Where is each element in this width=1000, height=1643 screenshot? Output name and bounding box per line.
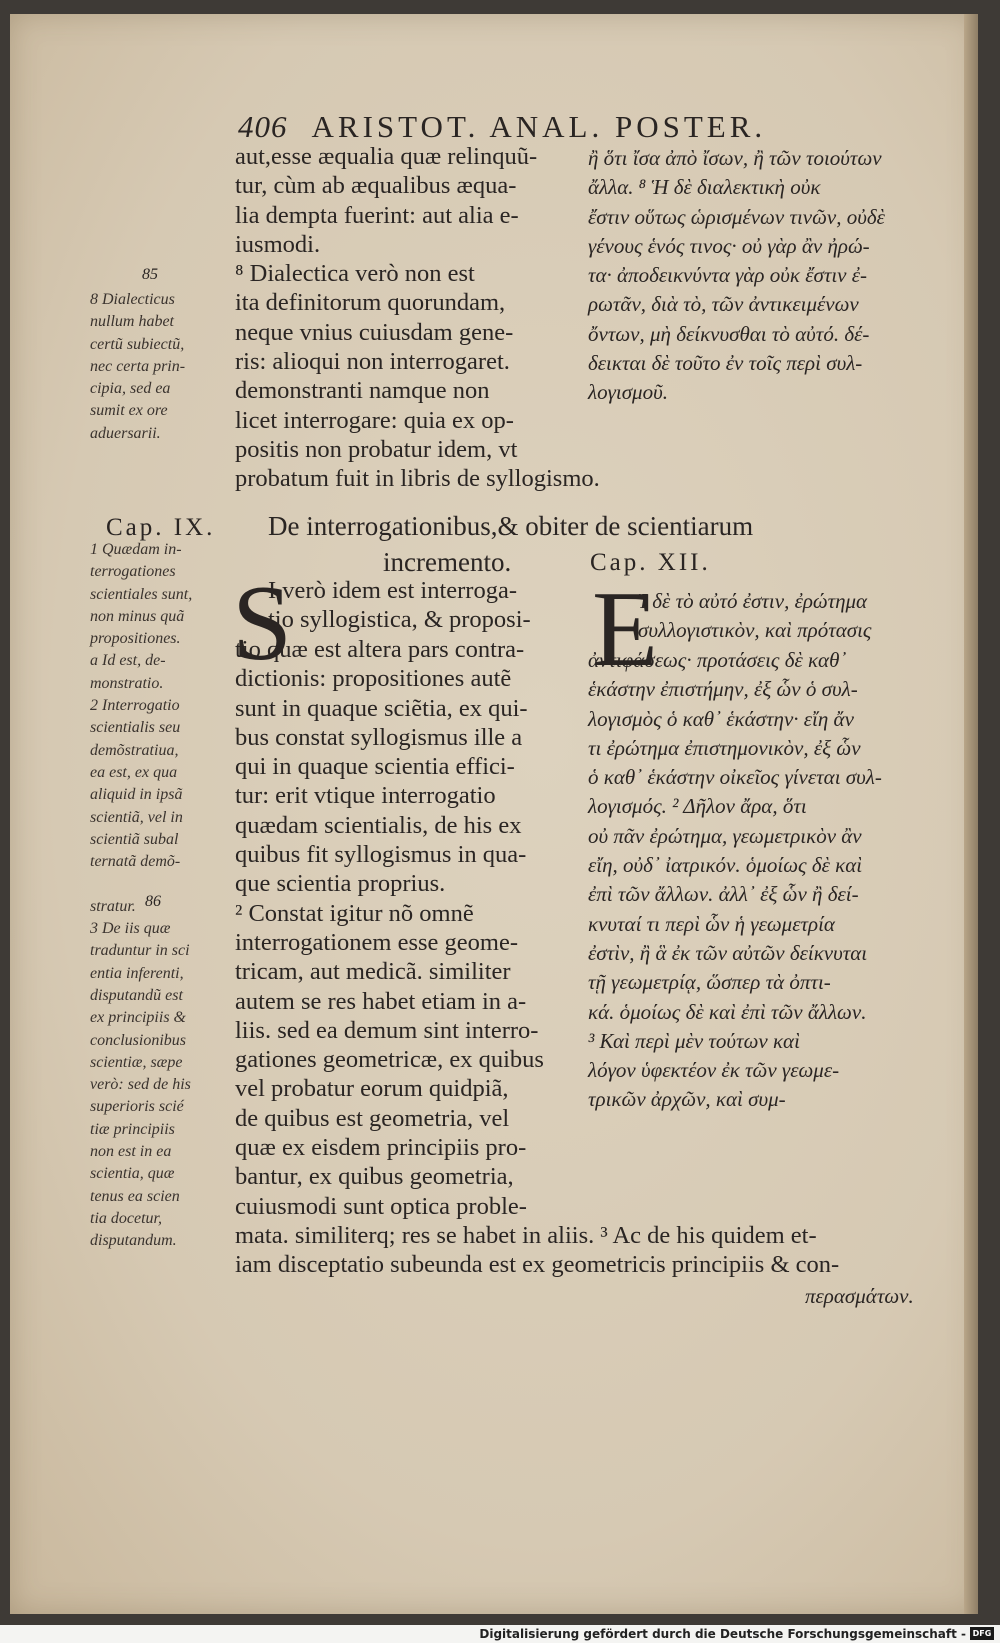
greek-line: Ἰ δὲ τὸ αὐτό ἐστιν, ἐρώτημα <box>638 589 868 613</box>
latin-line: bus constat syllogismus ille a <box>235 723 523 751</box>
greek-line: τι ἐρώτημα ἐπιστημονικὸν, ἐξ ὧν <box>588 735 861 760</box>
margin-line: tenus ea scien <box>90 1187 180 1205</box>
latin-line: iam disceptatio subeunda est ex geometricis principiis & con- <box>235 1251 840 1279</box>
book-page <box>10 14 978 1614</box>
latin-full-line: probatum fuit in libris de syllogismo. <box>235 465 600 492</box>
latin-line: cuiusmodi sunt optica proble- <box>235 1192 527 1220</box>
chapter-latin-cap: Cap. IX. <box>106 514 216 541</box>
chapter-title-line2: incremento. <box>383 547 512 577</box>
margin-line: stratur. <box>90 897 136 915</box>
latin-line: que scientia proprius. <box>235 870 446 898</box>
greek-line: δεικται δὲ τοῦτο ἐν τοῖς περὶ συλ- <box>588 351 863 376</box>
chapter-title-line1: De interrogationibus,& obiter de scientiarum <box>268 511 754 541</box>
margin-line: terrogationes <box>90 563 176 581</box>
margin-number-86: 86 <box>145 893 161 910</box>
margin-line: 3 De iis quæ <box>90 920 171 938</box>
margin-line: aduersarii. <box>90 424 161 442</box>
latin-line: aut,esse æqualia quæ relinquũ- <box>235 143 538 170</box>
margin-line: certũ subiectũ, <box>90 335 185 353</box>
margin-line: cipia, sed ea <box>90 380 171 398</box>
margin-line: ex principiis & <box>90 1009 186 1027</box>
margin-line: non est in ea <box>90 1143 172 1161</box>
margin-line: scientialis seu <box>90 719 181 737</box>
margin-line: non minus quã <box>90 607 185 625</box>
greek-line: ἔστιν οὕτως ὡρισμένων τινῶν, οὐδὲ <box>588 204 885 229</box>
margin-line: scientia, quæ <box>90 1165 175 1183</box>
greek-line: τῇ γεωμετρίᾳ, ὥσπερ τὰ ὀπτι- <box>588 970 831 995</box>
greek-tail-word: περασμάτων. <box>805 1284 914 1308</box>
latin-line: gationes geometricæ, ex quibus <box>235 1046 544 1074</box>
latin-line: quibus fit syllogismus in qua- <box>235 841 527 869</box>
margin-line: aliquid in ipsã <box>90 786 183 804</box>
margin-note-upper <box>90 289 185 445</box>
greek-line: ἐστὶν, ἢ ἃ ἐκ τῶν αὐτῶν δείκνυται <box>588 940 868 965</box>
margin-line: traduntur in sci <box>90 942 190 960</box>
greek-line: λογισμός. ² Δῆλον ἄρα, ὅτι <box>588 794 807 819</box>
digitization-credit: Digitalisierung gefördert durch die Deutsche Forschungsgemeinschaft - <box>479 1627 966 1641</box>
latin-line: I verò idem est interroga- <box>268 577 517 604</box>
margin-line: sumit ex ore <box>90 402 168 420</box>
latin-line: tur: erit vtique interrogatio <box>235 782 496 810</box>
latin-dropcap: S <box>232 564 293 683</box>
greek-line: ἑκάστην ἐπιστήμην, ἐξ ὧν ὁ συλ- <box>588 677 858 702</box>
margin-line <box>90 873 192 895</box>
latin-line: qui in quaque scientia effici- <box>235 753 515 781</box>
margin-line: propositiones. <box>90 630 181 648</box>
latin-line: sunt in quaque sciẽtia, ex qui- <box>235 694 528 722</box>
margin-note-lower <box>90 539 192 1253</box>
latin-line: licet interrogare: quia ex op- <box>235 406 514 434</box>
chapter-greek-cap: Cap. XII. <box>590 549 711 576</box>
greek-line: οὐ πᾶν ἐρώτημα, γεωμετρικὸν ἂν <box>588 823 862 848</box>
latin-dropcap-lines <box>268 576 531 635</box>
latin-line: demonstranti namque non <box>235 377 490 405</box>
margin-line: tiæ principiis <box>90 1120 175 1138</box>
greek-line: εἴη, οὐδ᾽ ἰατρικόν. ὁμοίως δὲ καὶ <box>588 853 863 878</box>
latin-column-upper <box>235 142 537 464</box>
latin-line: interrogationem esse geome- <box>235 928 519 956</box>
page-number: 406 <box>238 109 288 144</box>
greek-line: κνυταί τι περὶ ὧν ἡ γεωμετρία <box>588 911 835 936</box>
latin-line: quædam scientialis, de his ex <box>235 811 522 839</box>
latin-line: ⁸ Dialectica verò non est <box>235 260 475 288</box>
margin-line: scientiales sunt, <box>90 585 193 603</box>
greek-line: κά. ὁμοίως δὲ καὶ ἐπὶ τῶν ἄλλων. <box>588 999 867 1024</box>
margin-line: disputandũ est <box>90 986 183 1004</box>
greek-line: συλλογιστικὸν, καὶ πρότασις <box>638 618 872 643</box>
margin-line: 1 Quædam in- <box>90 541 182 558</box>
latin-line: de quibus est geometria, vel <box>235 1104 510 1132</box>
latin-line: liis. sed ea demum sint interro- <box>235 1016 539 1044</box>
latin-line: quæ ex eisdem principiis pro- <box>235 1134 527 1162</box>
latin-line: tur, cùm ab æqualibus æqua- <box>235 172 517 200</box>
latin-column-lower <box>235 635 544 1221</box>
latin-line: vel probatur eorum quidpiã, <box>235 1075 509 1103</box>
greek-line: ἐπὶ τῶν ἄλλων. ἀλλ᾽ ἐξ ὧν ἢ δεί- <box>588 882 859 907</box>
latin-line: ris: alioqui non interrogaret. <box>235 348 510 376</box>
margin-line: scientiæ, sæpe <box>90 1053 183 1071</box>
margin-line: conclusionibus <box>90 1031 186 1049</box>
latin-line: lia dempta fuerint: aut alia e- <box>235 201 519 229</box>
margin-line: 2 Interrogatio <box>90 697 180 715</box>
greek-line: ὄντων, μὴ δείκνυσθαι τὸ αὐτό. δέ- <box>588 321 870 346</box>
latin-line: ita definitorum quorundam, <box>235 289 506 317</box>
greek-column-upper <box>588 144 885 408</box>
dfg-logo: DFG <box>970 1627 994 1640</box>
margin-line: nec certa prin- <box>90 357 186 375</box>
margin-line: demõstratiua, <box>90 741 179 759</box>
page-edge <box>964 14 978 1614</box>
greek-dropcap: E <box>592 570 658 689</box>
latin-final-lines <box>235 1221 839 1280</box>
greek-line: λογισμοῦ. <box>588 380 668 405</box>
greek-line: ³ Καὶ περὶ μὲν τούτων καὶ <box>588 1028 800 1053</box>
greek-line: γένους ἑνός τινος· οὐ γὰρ ἂν ἠρώ- <box>588 233 870 258</box>
margin-line: scientiã subal <box>90 830 179 848</box>
latin-line: tio quæ est altera pars contra- <box>235 636 525 663</box>
greek-line: ρωτᾶν, διὰ τὸ, τῶν ἀντικειμένων <box>588 292 859 317</box>
margin-line: monstratio. <box>90 674 164 692</box>
margin-line: 8 Dialecticus <box>90 291 175 308</box>
greek-line: λογισμὸς ὁ καθ᾽ ἑκάστην· εἴη ἄν <box>588 706 854 731</box>
margin-line: scientiã, vel in <box>90 808 183 826</box>
latin-line: positis non probatur idem, vt <box>235 435 518 463</box>
margin-line: disputandum. <box>90 1232 177 1250</box>
margin-line: entia inferenti, <box>90 964 184 982</box>
greek-column-lower <box>588 646 882 1115</box>
margin-line: verò: sed de his <box>90 1076 191 1094</box>
greek-line: λόγον ὑφεκτέον ἐκ τῶν γεωμε- <box>588 1058 840 1083</box>
greek-line: τρικῶν ἀρχῶν, καὶ συμ- <box>588 1087 786 1112</box>
margin-line: a Id est, de- <box>90 652 166 670</box>
latin-line: mata. similiterq; res se habet in aliis. ³ Ac de his quidem et- <box>235 1222 817 1249</box>
margin-line: superioris scié <box>90 1098 184 1116</box>
margin-line: nullum habet <box>90 313 174 331</box>
margin-line: ea est, ex qua <box>90 763 178 781</box>
latin-line: ² Constat igitur nõ omnẽ <box>235 899 474 927</box>
latin-line: iusmodi. <box>235 230 321 258</box>
latin-line: bantur, ex quibus geometria, <box>235 1163 514 1191</box>
margin-line: ternatã demõ- <box>90 853 181 871</box>
greek-line: ἀντιφάσεως· προτάσεις δὲ καθ᾽ <box>588 648 847 672</box>
greek-line: ἄλλα. ⁸ Ἡ δὲ διαλεκτικὴ οὐκ <box>588 175 821 200</box>
latin-line: tio syllogistica, & proposi- <box>268 606 531 634</box>
margin-line: tia docetur, <box>90 1209 162 1227</box>
running-head <box>238 109 766 145</box>
greek-dropcap-lines <box>638 587 871 646</box>
running-head-title: ARISTOT. ANAL. POSTER. <box>311 109 767 144</box>
latin-line: tricam, aut medicã. similiter <box>235 958 511 986</box>
latin-line: neque vnius cuiusdam gene- <box>235 318 514 346</box>
latin-line: dictionis: propositiones autẽ <box>235 665 512 693</box>
margin-number-85: 85 <box>142 266 158 283</box>
greek-line: τα· ἀποδεικνύντα γὰρ οὐκ ἔστιν ἐ- <box>588 263 868 288</box>
latin-line: autem se res habet etiam in a- <box>235 987 527 1015</box>
greek-line: ὁ καθ᾽ ἑκάστην οἰκεῖος γίνεται συλ- <box>588 765 882 790</box>
greek-line: ἢ ὅτι ἴσα ἀπὸ ἴσων, ἢ τῶν τοιούτων <box>588 146 882 170</box>
